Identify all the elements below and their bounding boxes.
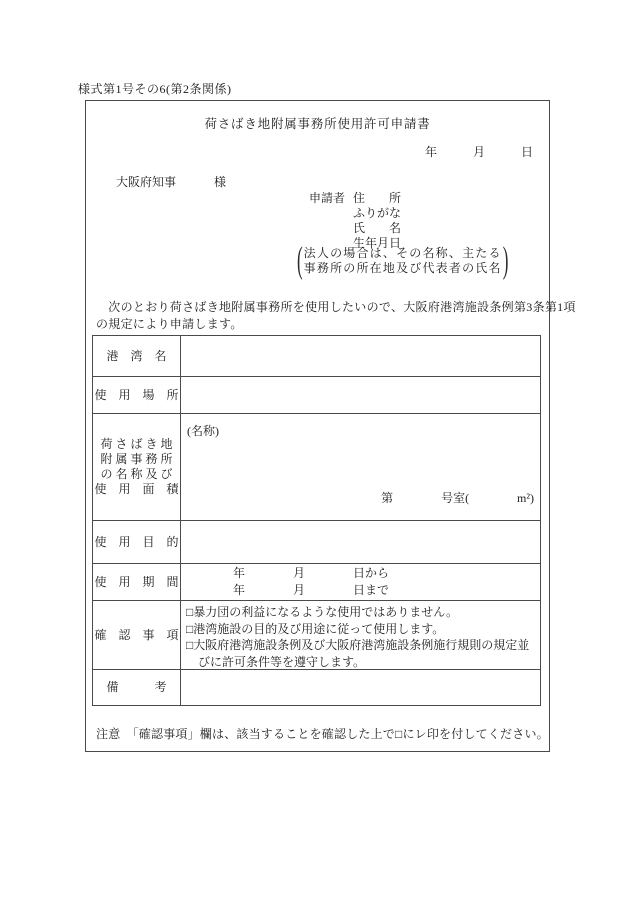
port-name-label: 港 湾 名 [106,348,167,363]
remarks-input-cell [181,670,540,705]
close-paren: ) [502,240,509,282]
use-period-input-cell [181,564,540,600]
port-name-input-cell [181,336,540,376]
use-purpose-label-cell [93,521,181,563]
use-purpose-input-cell [181,521,540,563]
use-period-label-cell [93,564,181,600]
use-place-label: 使 用 場 所 [94,387,179,402]
confirmation-checkbox-item-1: □暴力団の利益になるような使用ではありません。 [186,605,458,619]
addressee: 大阪府知事 [116,175,177,189]
office-content [181,414,540,520]
office-input-cell [181,414,540,520]
use-purpose-label: 使 用 目 的 [94,534,179,549]
office-name-caption: (名称) [187,424,219,438]
port-name-label-cell [93,336,181,376]
office-label-line4: 使 用 面 積 [94,482,179,496]
period-from-line: 年 月 日から [233,566,390,580]
office-room-line: 第 号室( m²) [381,491,534,505]
field-furigana-label: ふりがな [353,206,402,220]
confirmation-checkbox-item-3-line2: びに許可条件等を遵守します。 [186,654,366,669]
application-statement [96,299,576,333]
field-name-label: 氏 名 [353,221,402,235]
office-label-line1: 荷 さ ば き 地 [100,437,173,451]
field-address-label: 住 所 [353,191,402,205]
use-period-label: 使 用 期 間 [94,574,179,589]
form-table [92,335,541,706]
field-birthdate-label: 生年月日 [353,236,402,250]
date-line: 年 月 日 [424,145,533,159]
corporate-note-text [303,246,503,276]
row-remarks [93,669,540,705]
confirmation-items [181,601,540,670]
office-label-line3: の 名 称 及 び [100,467,173,481]
confirmation-label-cell [93,601,181,669]
open-paren: ( [297,240,303,282]
statement-line2: の規定により申請します。 [96,317,243,331]
statement-line1: 次のとおり荷さばき地附属事務所を使用したいので、大阪府港湾施設条例第3条第1項 [96,300,576,314]
use-period-content [181,564,540,600]
applicant-fields [353,191,401,251]
confirmation-label: 確 認 事 項 [94,627,179,642]
footnote: 注意 「確認事項」欄は、該当することを確認した上で□にレ印を付してください。 [96,727,549,741]
form-code: 様式第1号その6(第2条関係) [78,82,232,96]
applicant-block [309,191,401,251]
form-border [85,100,576,752]
applicant-label: 申請者 [309,191,346,205]
row-use-place [93,376,540,413]
period-to-line: 年 月 日まで [233,583,390,597]
office-label-cell [93,414,181,520]
remarks-label: 備 考 [106,680,167,694]
corporate-note-line2: 事務所の所在地及び代表者の氏名 [303,261,502,275]
row-confirmation [93,600,540,669]
confirmation-content-cell [181,601,540,669]
row-port-name [93,336,540,376]
row-office-name-area [93,413,540,520]
row-use-period [93,563,540,600]
row-use-purpose [93,520,540,563]
use-place-label-cell [93,377,181,413]
remarks-label-cell [93,670,181,705]
confirmation-checkbox-item-2: □港湾施設の目的及び用途に従って使用します。 [186,621,445,636]
office-label-line2: 附 属 事 務 所 [100,452,173,466]
corporate-note-line1: 法人の場合は、その名称、主たる [303,246,502,260]
addressee-row [98,160,226,205]
form-title: 荷さばき地附属事務所使用許可申請書 [204,117,431,131]
confirmation-checkbox-item-3-line1: □大阪府港湾施設条例及び大阪府港湾施設条例施行規則の規定並 [186,638,530,652]
addressee-honorific: 様 [214,175,227,189]
use-place-input-cell [181,377,540,413]
